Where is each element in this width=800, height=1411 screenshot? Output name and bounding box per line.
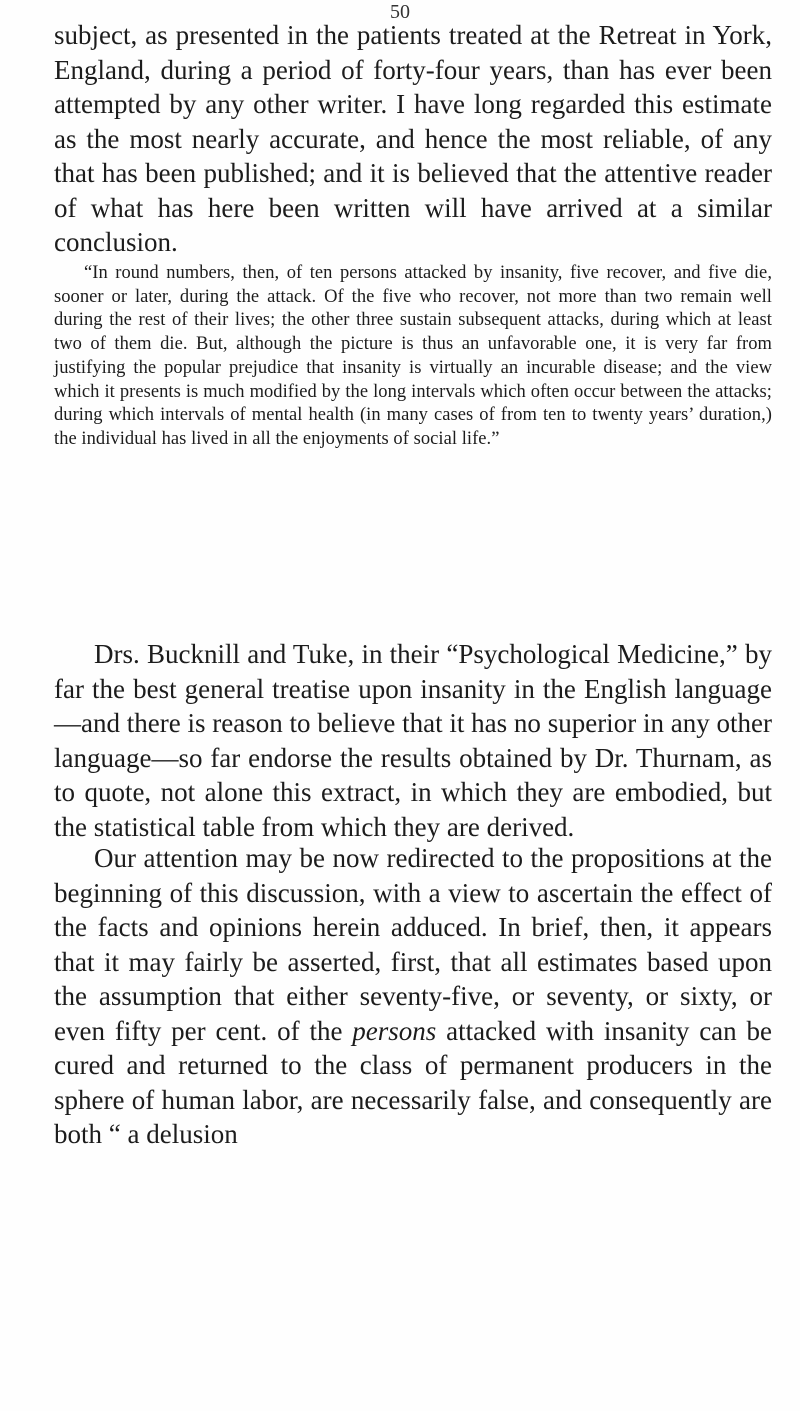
italic-emphasis-persons: persons: [352, 1015, 437, 1046]
page-number: 50: [390, 1, 410, 23]
paragraph-retreat-estimate: subject, as presented in the patients treated at the Retreat in York, England, during a period of forty-four years, than has ever been attempted by any other writer. I have long regarded this estimate as the most nearly accurate, and hence the most reliable, of any that has been published; and it is believed that the attentive reader of what has here been written will have arrived at a similar conclusion.: [54, 20, 772, 257]
paragraph-bucknill-tuke: Drs. Bucknill and Tuke, in their “Psychological Medicine,” by far the best general treatise upon insanity in the English language—and there is reason to believe that it has no superior in any other language—so far endorse the results obtained by Dr. Thurnam, as to quote, not alone this extract, in which they are embodied, but the statistical table from which they are derived.: [54, 639, 772, 842]
paragraph-propositions: [54, 841, 772, 1152]
paragraph-propositions-text-start: Our attention may be now redirected to the propositions at the beginning of this discussion, with a view to ascertain the effect of the facts and opinions herein adduced. In brief, then, it appears that it may fairly be asserted, first, that all estimates based upon the assumption that either seventy-five, or seventy, or sixty, or even fifty per cent. of the: [54, 843, 772, 1046]
quotation-round-numbers: “In round numbers, then, of ten persons attacked by insanity, five recover, and five die, sooner or later, during the attack. Of the five who recover, not more than two remain well during the rest of their lives; the other three sustain subsequent attacks, during which at least two of them die. But, although the picture is thus an unfavorable one, it is very far from justifying the popular prejudice that insanity is virtually an incurable disease; and the view which it presents is much modified by the long intervals which often occur between the attacks; during which intervals of mental health (in many cases of from ten to twenty years’ duration,) the individual has lived in all the enjoyments of social life.”: [54, 263, 772, 449]
paragraph-propositions-text-end: attacked with insanity can be cured and returned to the class of permanent producers in the sphere of human labor, are necessarily false, and consequently are both “ a delusion: [54, 1015, 773, 1149]
